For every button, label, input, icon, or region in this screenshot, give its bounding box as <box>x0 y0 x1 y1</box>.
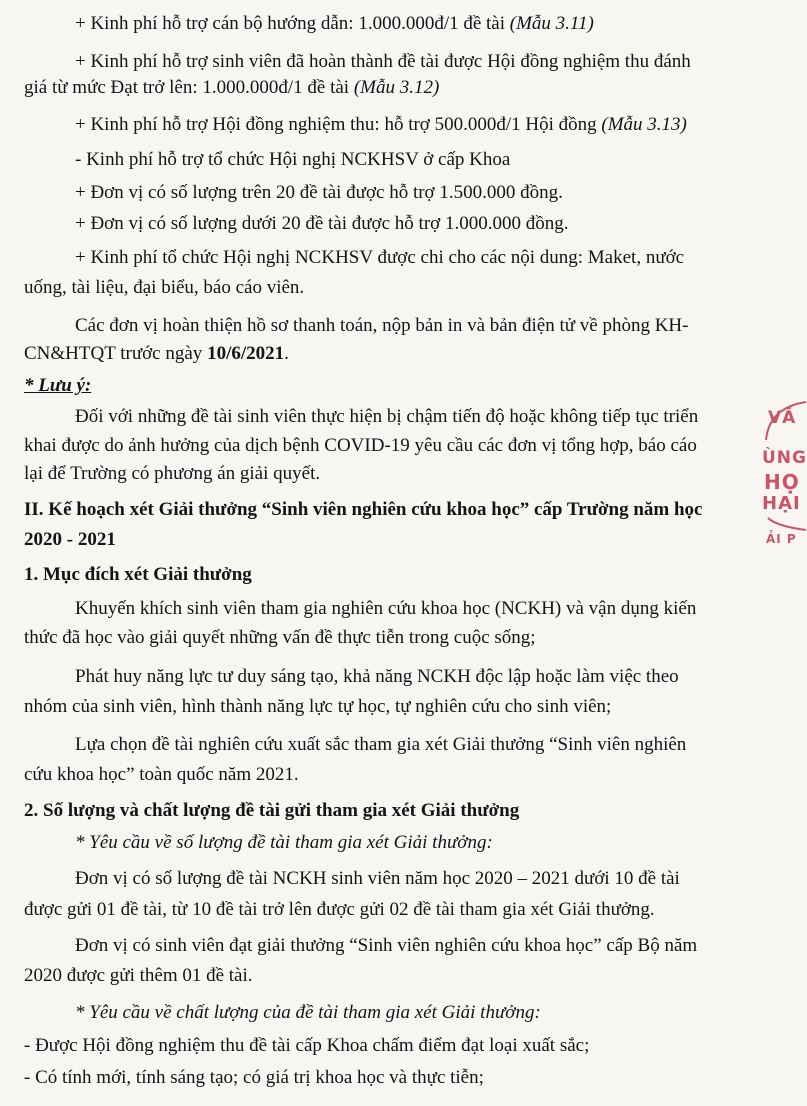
line-3: giá từ mức Đạt trở lên: 1.000.000đ/1 đề tài (Mẫu 3.12) <box>24 77 440 98</box>
subheading-1: 1. Mục đích xét Giải thưởng <box>24 564 252 585</box>
section-heading-2: II. Kế hoạch xét Giải thưởng “Sinh viên nghiên cứu khoa học” cấp Trường năm học <box>24 499 703 520</box>
stamp-text-3: HỌ <box>764 470 800 494</box>
line-24: cứu khoa học” toàn quốc năm 2021. <box>24 764 299 785</box>
line-22: nhóm của sinh viên, hình thành năng lực tự học, tự nghiên cứu cho sinh viên; <box>24 696 612 717</box>
line-5: - Kinh phí hỗ trợ tổ chức Hội nghị NCKHSV ở cấp Khoa <box>75 149 511 170</box>
line-6: + Đơn vị có số lượng trên 20 đề tài được hỗ trợ 1.500.000 đồng. <box>75 182 563 203</box>
line-32: - Được Hội đồng nghiệm thu đề tài cấp Khoa chấm điểm đạt loại xuất sắc; <box>24 1035 590 1056</box>
line-10: Các đơn vị hoàn thiện hồ sơ thanh toán, nộp bản in và bản điện tử về phòng KH- <box>75 315 689 336</box>
stamp-text-2: ÙNG <box>762 448 807 468</box>
line-2: + Kinh phí hỗ trợ sinh viên đã hoàn thành đề tài được Hội đồng nghiệm thu đánh <box>75 51 691 72</box>
line-33: - Có tính mới, tính sáng tạo; có giá trị khoa học và thực tiễn; <box>24 1067 484 1088</box>
line-11: CN&HTQT trước ngày 10/6/2021. <box>24 343 289 364</box>
line-4: + Kinh phí hỗ trợ Hội đồng nghiệm thu: hỗ trợ 500.000đ/1 Hội đồng (Mẫu 3.13) <box>75 114 687 135</box>
line-13: Đối với những đề tài sinh viên thực hiện bị chậm tiến độ hoặc không tiếp tục triển <box>75 406 699 427</box>
stamp-text-5: ẢI P <box>766 532 797 546</box>
requirement-quality: * Yêu cầu về chất lượng của đề tài tham gia xét Giải thưởng: <box>75 1002 541 1023</box>
line-27: Đơn vị có số lượng đề tài NCKH sinh viên năm học 2020 – 2021 dưới 10 đề tài <box>75 868 680 889</box>
line-20: thức đã học vào giải quyết những vấn đề thực tiễn trong cuộc sống; <box>24 627 536 648</box>
subheading-2: 2. Số lượng và chất lượng đề tài gửi tham gia xét Giải thưởng <box>24 800 520 821</box>
stamp-text-4: HẠI <box>762 493 801 514</box>
line-15: lại để Trường có phương án giải quyết. <box>24 463 321 484</box>
line-28: được gửi 01 đề tài, từ 10 đề tài trở lên được gửi 02 đề tài tham gia xét Giải thưởng. <box>24 899 655 920</box>
line-21: Phát huy năng lực tư duy sáng tạo, khả năng NCKH độc lập hoặc làm việc theo <box>75 666 679 687</box>
line-7: + Đơn vị có số lượng dưới 20 đề tài được hỗ trợ 1.000.000 đồng. <box>75 213 569 234</box>
section-heading-2-cont: 2020 - 2021 <box>24 529 116 550</box>
line-30: 2020 được gửi thêm 01 đề tài. <box>24 965 253 986</box>
line-14: khai được do ảnh hưởng của dịch bệnh COVID-19 yêu cầu các đơn vị tổng hợp, báo cáo <box>24 435 697 456</box>
line-29: Đơn vị có sinh viên đạt giải thưởng “Sinh viên nghiên cứu khoa học” cấp Bộ năm <box>75 935 698 956</box>
note-heading: * Lưu ý: <box>24 375 92 396</box>
red-seal-stamp <box>760 400 806 560</box>
line-9: uống, tài liệu, đại biểu, báo cáo viên. <box>24 277 305 298</box>
line-8: + Kinh phí tổ chức Hội nghị NCKHSV được chi cho các nội dung: Maket, nước <box>75 247 685 268</box>
line-19: Khuyến khích sinh viên tham gia nghiên cứu khoa học (NCKH) và vận dụng kiến <box>75 598 697 619</box>
line-23: Lựa chọn đề tài nghiên cứu xuất sắc tham gia xét Giải thưởng “Sinh viên nghiên <box>75 734 687 755</box>
stamp-text-1: VĂ <box>768 408 797 428</box>
requirement-quantity: * Yêu cầu về số lượng đề tài tham gia xét Giải thưởng: <box>75 832 493 853</box>
line-1: + Kinh phí hỗ trợ cán bộ hướng dẫn: 1.000.000đ/1 đề tài (Mẫu 3.11) <box>75 13 594 34</box>
